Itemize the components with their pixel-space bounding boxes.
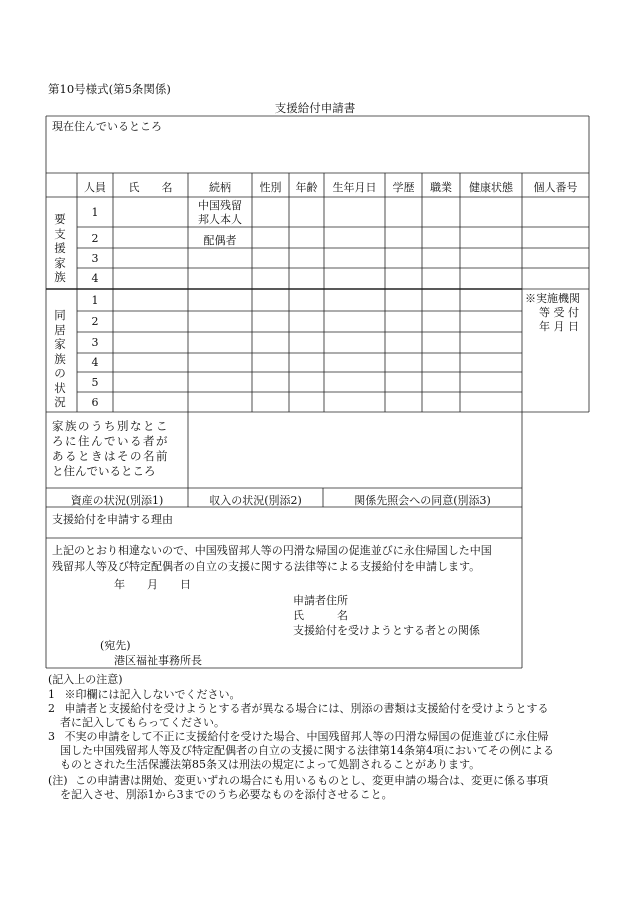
group2-row-number: 6 (91, 396, 99, 409)
header-education: 学歴 (392, 181, 415, 194)
reception-stamp-line: ※実施機関 (525, 292, 580, 305)
note-line: 不実の申請をして不正に支援給付を受けた場合、中国残留邦人等の円滑な帰国の促進並びに永住帰 (64, 730, 549, 743)
form-number-label: 第10号様式(第5条関係) (48, 82, 171, 96)
group1-row-number: 4 (91, 272, 99, 285)
group1-row-number: 3 (91, 252, 99, 265)
group1-row-number: 1 (91, 206, 99, 219)
separate-family-line: 家族のうち別なとこ (52, 419, 169, 433)
group-cohabiting-family-label: 同居家族の状況 (54, 308, 66, 409)
group2-row-number: 4 (91, 356, 99, 369)
applicant-name-label: 氏 名 (293, 609, 348, 622)
group1-row-relation: 中国残留 邦人本人 (198, 199, 242, 226)
header-relation: 続柄 (209, 181, 231, 194)
footnote-line: を記入させ、別添1から3までのうち必要なものを添付させること。 (60, 788, 393, 801)
form-title: 支援給付申請書 (274, 101, 356, 115)
current-address-label: 現在住んでいるところ (52, 120, 162, 133)
footnote-line: この申請書は開始、変更いずれの場合にも用いるものとし、変更申請の場合は、変更に係る事項 (75, 774, 549, 787)
note-line: ※印欄には記入しないでください。 (64, 688, 241, 701)
note-item (48, 730, 554, 772)
note-number: 1 (48, 688, 55, 701)
group1-row-number: 2 (91, 232, 99, 245)
reception-stamp-label (525, 292, 580, 334)
note-item (48, 702, 549, 730)
reception-stamp-line: 年 月 日 (539, 320, 579, 333)
declaration-line: 残留邦人等及び特定配偶者の自立の支援に関する法律等による支援給付を申請します。 (52, 560, 481, 573)
header-birthdate: 生年月日 (332, 181, 377, 194)
addressee-office: 港区福祉事務所長 (114, 654, 202, 667)
reason-label: 支援給付を申請する理由 (52, 513, 173, 526)
separate-family-line: と住んでいるところ (52, 464, 156, 478)
separate-family-line: ろに住んでいる者が (52, 434, 169, 448)
applicant-address-label: 申請者住所 (293, 594, 348, 607)
header-health: 健康状態 (469, 181, 513, 194)
note-line: 国した中国残留邦人等及び特定配偶者の自立の支援に関する法律第14条第4項においてその例による (60, 744, 554, 757)
reception-stamp-line: 等 受 付 (539, 306, 579, 319)
group2-row-number: 3 (91, 336, 99, 349)
header-name: 氏 名 (128, 181, 173, 194)
group2-row-number: 1 (91, 294, 99, 307)
declaration-text (52, 543, 492, 575)
group-support-family-label: 要支援家族 (54, 212, 66, 284)
note-item (48, 688, 241, 702)
notes-title: (記入上の注意) (48, 673, 123, 686)
attachment-consent: 関係先照会への同意(別添3) (354, 494, 491, 507)
footnote (48, 774, 548, 802)
attachment-assets: 資産の状況(別添1) (70, 494, 164, 507)
group2-row-number: 2 (91, 315, 99, 328)
attachment-income: 収入の状況(別添2) (209, 494, 302, 507)
note-line: 者に記入してもらってください。 (60, 716, 225, 729)
group2-row-number: 5 (91, 376, 99, 389)
group1-row-relation: 配偶者 (203, 234, 237, 247)
separate-family-line: あるときはその名前 (52, 449, 169, 463)
declaration-line: 上記のとおり相違ないので、中国残留邦人等の円滑な帰国の促進並びに永住帰国した中国 (52, 544, 492, 557)
header-age: 年齢 (295, 181, 318, 194)
note-line: 申請者と支援給付を受けようとする者が異なる場合には、別添の書類は支援給付を受けようとする (64, 702, 549, 715)
note-number: 3 (48, 730, 55, 743)
footnote-label: (注) (48, 774, 68, 787)
header-personal-number: 個人番号 (533, 181, 578, 194)
note-line: ものとされた生活保護法第85条又は刑法の規定によって処罰されることがあります。 (60, 758, 481, 771)
separate-family-label (52, 419, 169, 479)
applicant-relation-label: 支援給付を受けようとする者との関係 (293, 624, 480, 637)
header-occupation: 職業 (430, 181, 452, 194)
note-number: 2 (48, 702, 55, 715)
addressee-label: (宛先) (100, 639, 131, 652)
application-date: 年 月 日 (114, 578, 191, 591)
header-persons: 人員 (84, 181, 106, 194)
header-sex: 性別 (259, 181, 282, 194)
